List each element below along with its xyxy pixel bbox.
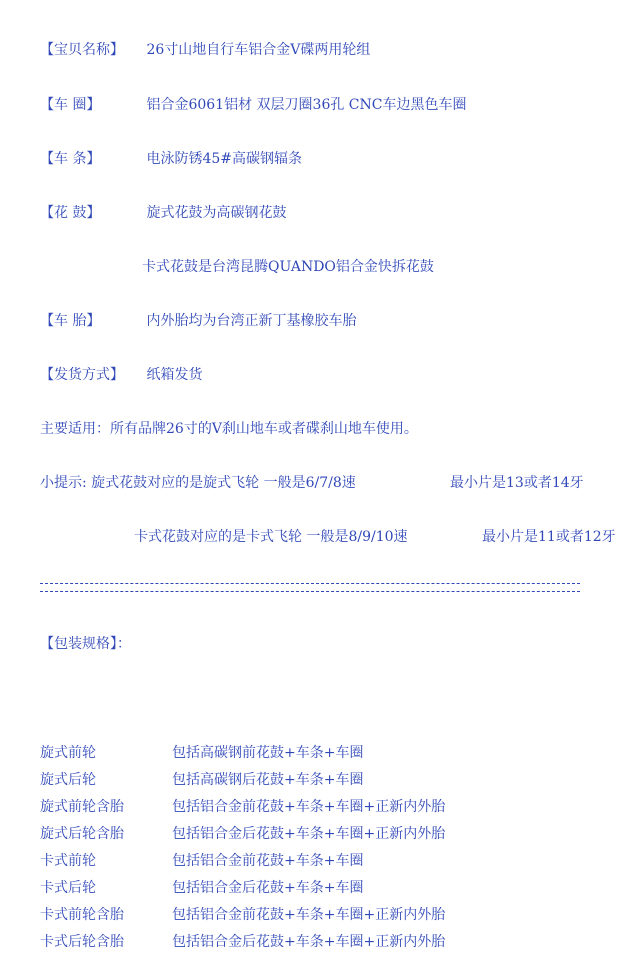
spec-label: 【花 鼓】 [40,205,101,221]
spec-label: 【车 条】 [40,151,101,167]
spec-label: 【发货方式】 [40,367,124,383]
package-desc: 包括铝合金前花鼓+车条+车圈+正新内外胎 [172,799,446,815]
package-name: 旋式前轮含胎 [40,799,124,815]
package-desc: 包括铝合金前花鼓+车条+车圈+正新内外胎 [172,907,446,923]
divider [40,583,580,592]
spec-item-rim [40,95,466,115]
package-row [40,905,445,925]
spec-item-tire [40,311,356,331]
spec-value: 铝合金6061铝材 双层刀圈36孔 CNC车边黑色车圈 [146,97,467,113]
package-row [40,932,445,952]
package-name: 卡式前轮 [40,853,96,869]
package-name: 旋式后轮 [40,772,96,788]
package-name: 旋式后轮含胎 [40,826,124,842]
applicable-note: 主要适用：所有品牌26寸的V刹山地车或者碟刹山地车使用。 [40,421,418,437]
spec-value: 卡式花鼓是台湾昆腾QUANDO铝合金快拆花鼓 [142,259,434,275]
spec-item-spokes [40,149,302,169]
spec-label: 【车 圈】 [40,97,101,113]
tip-freewheel-cog: 最小片是13或者14牙 [450,475,584,491]
spec-label: 【车 胎】 [40,313,101,329]
tip-freewheel-text: 小提示: 旋式花鼓对应的是旋式飞轮 一般是6/7/8速 [40,475,356,491]
package-name: 卡式后轮 [40,880,96,896]
package-title: 【包装规格】： [40,636,131,652]
package-name: 卡式后轮含胎 [40,934,124,950]
spec-value: 内外胎均为台湾正新丁基橡胶车胎 [146,313,357,329]
tip-line-2 [134,527,616,547]
package-row [40,878,363,898]
spec-value: 纸箱发货 [146,367,203,383]
spec-value: 26寸山地自行车铝合金V碟两用轮组 [146,42,371,58]
spec-label: 【宝贝名称】 [40,42,124,58]
package-desc: 包括铝合金后花鼓+车条+车圈+正新内外胎 [172,826,446,842]
tip-cassette-text: 卡式花鼓对应的是卡式飞轮 一般是8/9/10速 [134,529,408,545]
tip-line-1 [40,473,584,493]
spec-value: 旋式花鼓为高碳钢花鼓 [146,205,287,221]
package-row [40,770,363,790]
package-desc: 包括铝合金后花鼓+车条+车圈+正新内外胎 [172,934,446,950]
spec-item-hub [40,203,286,223]
spec-value: 电泳防锈45#高碳钢辐条 [146,151,302,167]
package-desc: 包括铝合金前花鼓+车条+车圈 [172,853,364,869]
spec-item-name [40,40,370,60]
spec-item-shipping [40,365,202,385]
package-name: 卡式前轮含胎 [40,907,124,923]
package-row [40,743,363,763]
package-row [40,797,445,817]
tip-cassette-cog: 最小片是11或者12牙 [482,529,616,545]
spec-item-hub-cassette [142,257,434,277]
package-row [40,851,363,871]
package-desc: 包括高碳钢后花鼓+车条+车圈 [172,772,364,788]
package-desc: 包括高碳钢前花鼓+车条+车圈 [172,745,364,761]
package-row [40,824,445,844]
package-name: 旋式前轮 [40,745,96,761]
package-desc: 包括铝合金后花鼓+车条+车圈 [172,880,364,896]
